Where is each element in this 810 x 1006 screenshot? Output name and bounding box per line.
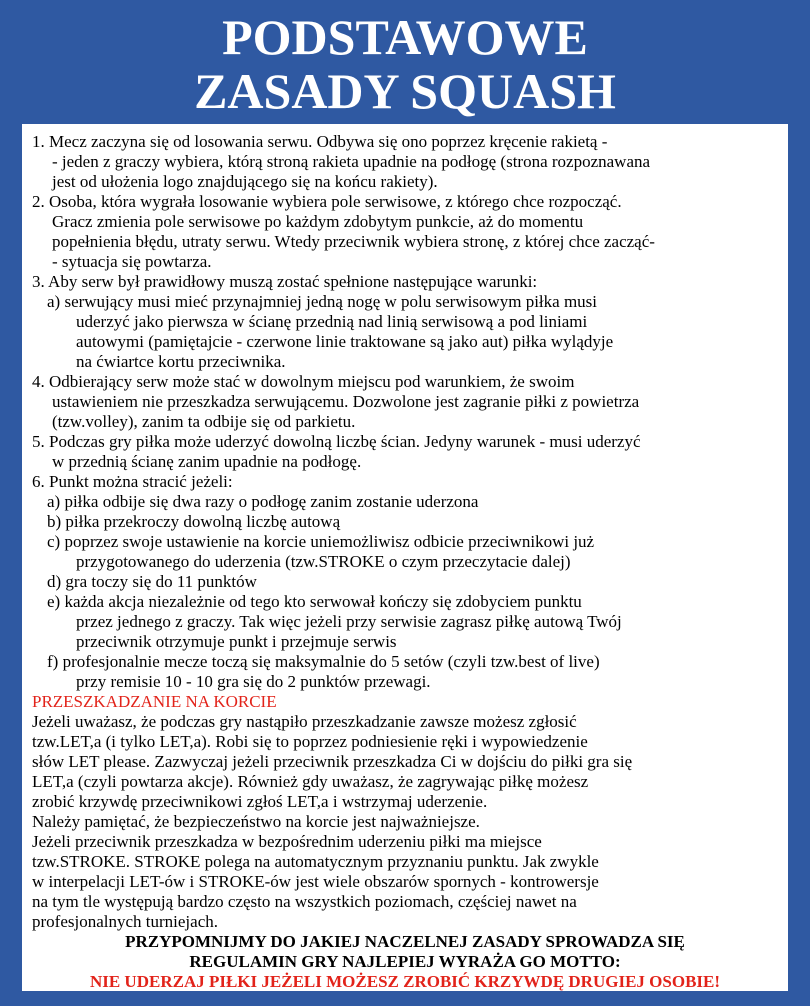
- interference-heading: PRZESZKADZANIE NA KORCIE: [32, 692, 277, 711]
- rule-6f-line-1: f) profesjonalnie mecze toczą się maksymalnie do 5 setów (czyli tzw.best of live): [47, 652, 600, 671]
- reminder-line-2: REGULAMIN GRY NAJLEPIEJ WYRAŻA GO MOTTO:: [189, 952, 621, 971]
- rule-3a-line-1: a) serwujący musi mieć przynajmniej jedną nogę w polu serwisowym piłka musi: [47, 292, 598, 311]
- reminder-line-1: PRZYPOMNIJMY DO JAKIEJ NACZELNEJ ZASADY SPROWADZA SIĘ: [125, 932, 685, 951]
- motto: NIE UDERZAJ PIŁKI JEŻELI MOŻESZ ZROBIĆ KRZYWDĘ DRUGIEJ OSOBIE!: [89, 972, 721, 991]
- interference-line-2: tzw.LET,a (i tylko LET,a). Robi się to poprzez podniesienie ręki i wypowiedzenie: [32, 732, 588, 751]
- interference-line-4: LET,a (czyli powtarza akcje). Również gdy uważasz, że zagrywając piłkę możesz: [32, 772, 589, 791]
- rule-6c-line-1: c) poprzez swoje ustawienie na korcie uniemożliwisz odbicie przeciwnikowi już: [47, 532, 595, 551]
- rule-3a-line-3: autowymi (pamiętajcie - czerwone linie traktowane są jako aut) piłka wylądyje: [76, 332, 614, 351]
- rule-6e-line-1: e) każda akcja niezależnie od tego kto serwował kończy się zdobyciem punktu: [47, 592, 582, 611]
- page-title-line-1: PODSTAWOWE: [222, 9, 588, 65]
- interference-line-3: słów LET please. Zazwyczaj jeżeli przeciwnik przeszkadza Ci w dojściu do piłki gra się: [32, 752, 633, 771]
- header-banner: [0, 0, 810, 124]
- rule-2-line-4: - sytuacja się powtarza.: [52, 252, 212, 271]
- rule-1-line-1: 1. Mecz zaczyna się od losowania serwu. Odbywa się ono poprzez kręcenie rakietą -: [32, 132, 608, 151]
- rule-6-line-1: 6. Punkt można stracić jeżeli:: [32, 472, 233, 491]
- rules-panel: [22, 124, 788, 991]
- rule-6a: a) piłka odbije się dwa razy o podłogę zanim zostanie uderzona: [47, 492, 479, 511]
- rule-5-line-1: 5. Podczas gry piłka może uderzyć dowolną liczbę ścian. Jedyny warunek - musi uderzyć: [32, 432, 641, 451]
- rule-1-line-2: - jeden z graczy wybiera, którą stroną rakieta upadnie na podłogę (strona rozpoznawana: [52, 152, 651, 171]
- rule-6e-line-3: przeciwnik otrzymuje punkt i przejmuje serwis: [76, 632, 397, 651]
- rule-6c-line-2: przygotowanego do uderzenia (tzw.STROKE o czym przeczytacie dalej): [76, 552, 571, 571]
- interference-line-6: Należy pamiętać, że bezpieczeństwo na korcie jest najważniejsze.: [32, 812, 480, 831]
- rule-6e-line-2: przez jednego z graczy. Tak więc jeżeli przy serwisie zagrasz piłkę autową Twój: [76, 612, 622, 631]
- rule-6b: b) piłka przekroczy dowolną liczbę autową: [47, 512, 341, 531]
- interference-line-11: profesjonalnych turniejach.: [32, 912, 218, 931]
- rule-3a-line-4: na ćwiartce kortu przeciwnika.: [76, 352, 286, 371]
- interference-line-10: na tym tle występują bardzo często na wszystkich poziomach, częściej nawet na: [32, 892, 577, 911]
- rule-5-line-2: w przednią ścianę zanim upadnie na podłogę.: [52, 452, 362, 471]
- interference-line-5: zrobić krzywdę przeciwnikowi zgłoś LET,a i wstrzymaj uderzenie.: [32, 792, 488, 811]
- rule-6d: d) gra toczy się do 11 punktów: [47, 572, 257, 591]
- page-title-line-2: ZASADY SQUASH: [194, 63, 616, 119]
- rule-2-line-2: Gracz zmienia pole serwisowe po każdym zdobytym punkcie, aż do momentu: [52, 212, 584, 231]
- rule-2-line-3: popełnienia błędu, utraty serwu. Wtedy przeciwnik wybiera stronę, z której chce zacząć-: [52, 232, 655, 251]
- interference-line-7: Jeżeli przeciwnik przeszkadza w bezpośrednim uderzeniu piłki ma miejsce: [32, 832, 542, 851]
- rule-3a-line-2: uderzyć jako pierwsza w ścianę przednią nad linią serwisową a pod liniami: [76, 312, 588, 331]
- rule-4-line-3: (tzw.volley), zanim ta odbije się od parkietu.: [52, 412, 356, 431]
- rule-3-line-1: 3. Aby serw był prawidłowy muszą zostać spełnione następujące warunki:: [32, 272, 538, 291]
- interference-line-8: tzw.STROKE. STROKE polega na automatycznym przyznaniu punktu. Jak zwykle: [32, 852, 599, 871]
- rule-2-line-1: 2. Osoba, która wygrała losowanie wybiera pole serwisowe, z którego chce rozpocząć.: [32, 192, 622, 211]
- rule-4-line-2: ustawieniem nie przeszkadza serwującemu. Dozwolone jest zagranie piłki z powietrza: [52, 392, 640, 411]
- rule-6f-line-2: przy remisie 10 - 10 gra się do 2 punktów przewagi.: [76, 672, 431, 691]
- rule-4-line-1: 4. Odbierający serw może stać w dowolnym miejscu pod warunkiem, że swoim: [32, 372, 575, 391]
- rule-1-line-3: jest od ułożenia logo znajdującego się na końcu rakiety).: [52, 172, 438, 191]
- interference-line-1: Jeżeli uważasz, że podczas gry nastąpiło przeszkadzanie zawsze możesz zgłosić: [32, 712, 577, 731]
- interference-line-9: w interpelacji LET-ów i STROKE-ów jest wiele obszarów spornych - kontrowersje: [32, 872, 599, 891]
